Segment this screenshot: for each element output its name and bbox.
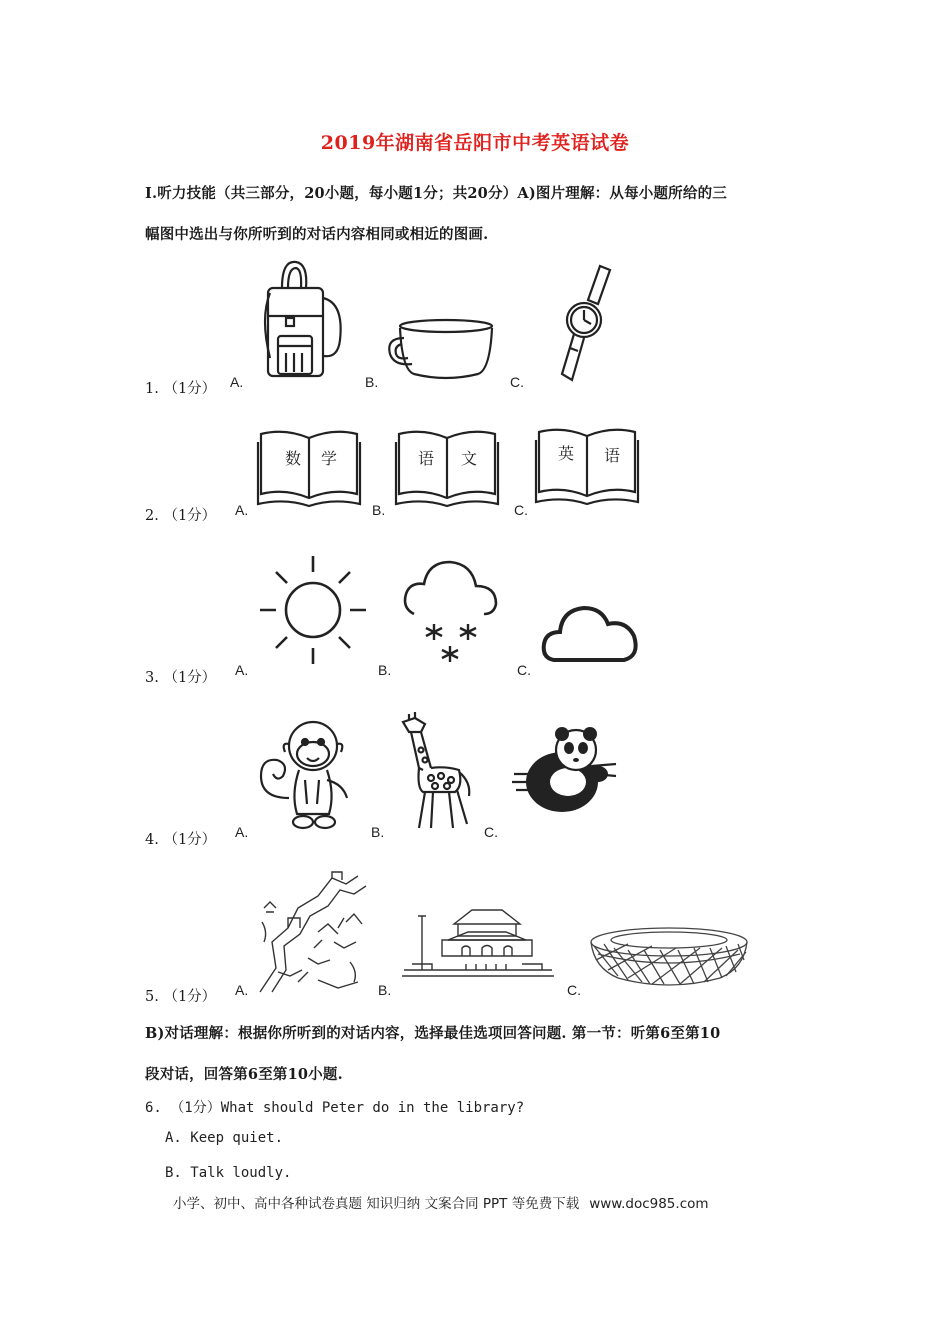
english-book-char-2: 语 [604,448,621,465]
q5-option-a: A. [235,982,249,998]
watch-picture [552,262,612,384]
q2-option-c: C. [514,502,528,518]
q1-option-c: C. [510,374,524,390]
q4-option-c: C. [484,824,498,840]
question-4-number: 4. （1分） [145,832,217,848]
footer-banner [173,1192,709,1212]
sun-icon [258,552,368,664]
english-book-picture [535,426,640,508]
q5-option-c: C. [567,982,581,998]
section1-line1: I.听力技能（共三部分，20小题，每小题1分；共20分）A)图片理解：从每小题所给的三 [145,185,727,202]
backpack-picture [258,258,348,383]
q5-option-b: B. [378,982,392,998]
q2-option-b: B. [372,502,386,518]
math-book-picture [257,428,362,510]
monkey-picture [255,718,360,830]
section1-instructions [145,173,810,255]
math-book-char-2: 学 [321,451,338,468]
q6-option-b: B. Talk loudly. [165,1165,292,1181]
q4-option-b: B. [371,824,385,840]
cloud-icon [540,600,640,666]
question-3-number: 3. （1分） [145,670,217,686]
tiananmen-picture [402,906,554,980]
section1-line2: 幅图中选出与你所听到的对话内容相同或相近的图画. [145,226,489,243]
panda-picture [510,726,618,816]
chinese-book-char-2: 文 [461,451,478,468]
q3-option-a: A. [235,662,249,678]
q1-option-b: B. [365,374,379,390]
giraffe-picture [395,712,475,830]
math-book-char-1: 数 [285,451,302,468]
footer-text: 小学、初中、高中各种试卷真题 知识归纳 文案合同 PPT 等免费下载 [173,1196,580,1212]
question-1-number: 1. （1分） [145,381,217,397]
chinese-book-char-1: 语 [418,451,435,468]
question-5-number: 5. （1分） [145,989,217,1005]
q4-option-a: A. [235,824,249,840]
q3-option-c: C. [517,662,531,678]
q3-option-b: B. [378,662,392,678]
q6-option-a: A. Keep quiet. [165,1130,284,1146]
section2-line2: 段对话，回答第6至第10小题. [145,1066,343,1083]
question-2-number: 2. （1分） [145,508,217,524]
chinese-book-picture [395,428,500,510]
english-book-char-1: 英 [558,446,575,463]
section2-instructions [145,1013,815,1095]
cup-picture [386,318,496,380]
footer-url[interactable]: www.doc985.com [589,1196,709,1212]
question-6-text: 6. （1分）What should Peter do in the library? [145,1100,525,1116]
cloud-snow-icon [400,556,500,668]
great-wall-picture [258,872,368,997]
q1-option-a: A. [230,374,244,390]
birds-nest-picture [588,920,750,986]
page-title: 2019年湖南省岳阳市中考英语试卷 [320,132,630,154]
q2-option-a: A. [235,502,249,518]
section2-line1: B)对话理解：根据你所听到的对话内容，选择最佳选项回答问题. 第一节：听第6至第10 [145,1025,721,1042]
